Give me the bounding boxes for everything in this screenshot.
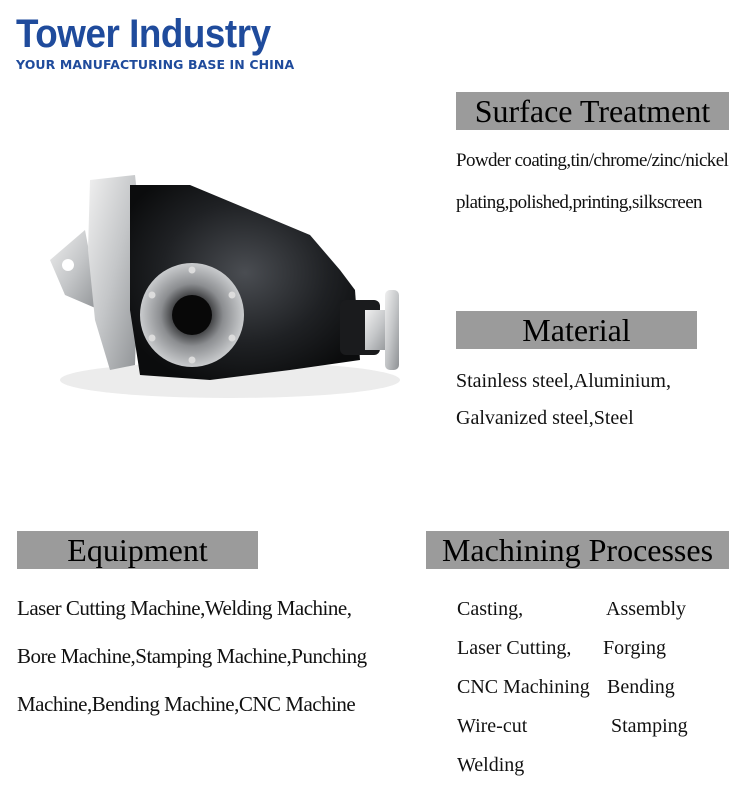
process-row bbox=[457, 676, 675, 699]
surface-treatment-line-1: Powder coating,tin/chrome/zinc/nickel bbox=[456, 150, 729, 171]
differential-image-icon bbox=[40, 160, 420, 420]
process-item: Bending bbox=[607, 676, 675, 698]
process-row bbox=[457, 637, 666, 660]
process-row bbox=[457, 715, 688, 738]
process-item: Wire-cut bbox=[457, 715, 528, 737]
process-item: Welding bbox=[457, 754, 525, 776]
process-item: Stamping bbox=[611, 715, 688, 737]
brand-name: Tower Industry bbox=[16, 12, 271, 56]
equipment-line-1: Laser Cutting Machine,Welding Machine, bbox=[17, 596, 352, 620]
process-row bbox=[457, 598, 686, 621]
process-item: CNC Machining bbox=[457, 676, 590, 698]
brand-tagline: YOUR MANUFACTURING BASE IN CHINA bbox=[16, 57, 295, 72]
product-image bbox=[40, 160, 420, 420]
surface-treatment-line-2: plating,polished,printing,silkscreen bbox=[456, 192, 702, 213]
equipment-header: Equipment bbox=[17, 531, 258, 569]
process-item: Forging bbox=[603, 637, 666, 659]
process-item: Assembly bbox=[606, 598, 686, 620]
process-row bbox=[457, 754, 524, 777]
machining-processes-header: Machining Processes bbox=[426, 531, 729, 569]
equipment-line-2: Bore Machine,Stamping Machine,Punching bbox=[17, 644, 367, 668]
equipment-line-3: Machine,Bending Machine,CNC Machine bbox=[17, 692, 356, 716]
process-item: Laser Cutting, bbox=[457, 637, 572, 659]
material-line-1: Stainless steel,Aluminium, bbox=[456, 370, 671, 392]
material-header: Material bbox=[456, 311, 697, 349]
surface-treatment-header: Surface Treatment bbox=[456, 92, 729, 130]
brand-logo bbox=[16, 14, 306, 72]
process-item: Casting, bbox=[457, 598, 524, 620]
material-line-2: Galvanized steel,Steel bbox=[456, 407, 634, 429]
